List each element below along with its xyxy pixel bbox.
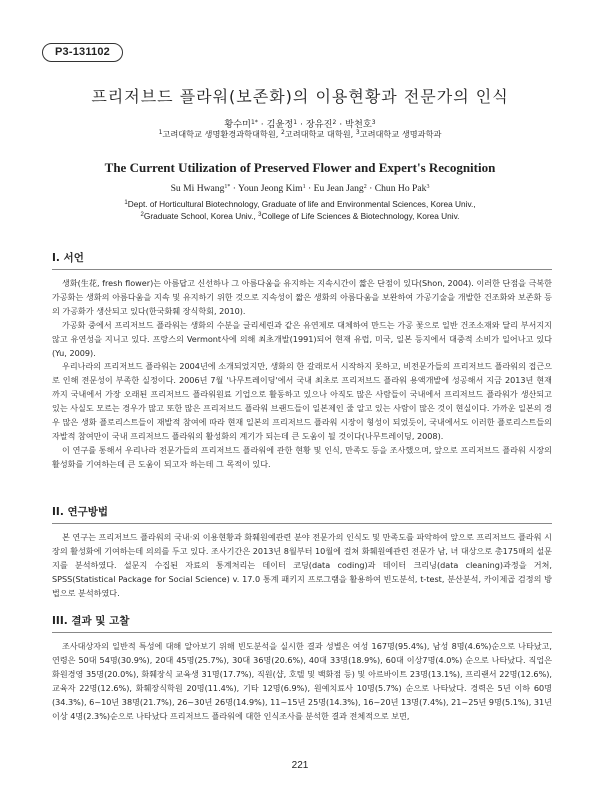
- affiliations-korean: [0, 129, 600, 140]
- affiliation-line: [0, 198, 600, 210]
- affiliations-english: [0, 198, 600, 222]
- session-code-badge: P3-131102: [42, 43, 123, 62]
- affiliation-line: [0, 210, 600, 222]
- title-korean: 프리저브드 플라워(보존화)의 이용현황과 전문가의 인식: [91, 87, 509, 106]
- author-superscript: 2: [332, 119, 337, 126]
- section-results: [52, 613, 552, 723]
- affiliation-text: 고려대학교 대학원,: [284, 129, 356, 139]
- affiliation-text: Dept. of Horticultural Biotechnology, Graduate of life and Environmental Sciences, Korea Univ.,: [127, 199, 476, 209]
- section-heading: III. 결과 및 고찰: [52, 613, 552, 633]
- authors-korean: [0, 116, 600, 130]
- section-methods: [52, 504, 552, 601]
- affiliation-text: College of Life Sciences & Biotechnology, Korea Univ.: [261, 211, 460, 221]
- author-superscript: 3: [426, 184, 430, 190]
- author-separator: ·: [305, 183, 314, 194]
- affiliation-superscript: 1: [124, 200, 128, 206]
- author-name: Youn Jeong Kim: [238, 183, 303, 194]
- affiliation-superscript: 3: [258, 212, 262, 218]
- author-superscript: 1: [293, 119, 298, 126]
- author-name: 김윤정: [266, 119, 294, 130]
- section-heading: II. 연구방법: [52, 504, 552, 524]
- author-name: 장유진: [305, 119, 333, 130]
- author-name: Su Mi Hwang: [170, 183, 225, 194]
- author-separator: ·: [297, 119, 306, 130]
- paragraph: 생화(生花, fresh flower)는 아름답고 신선하나 그 아름다움을 유지하는 지속시간이 짧은 단점이 있다(Shon, 2004). 이러한 단점을 극복한 가공화는 생화의 아름다움을 지속 및 유지하기 위한 것으로 지속성이 짧은 생화의 아름다움을 보완하여 가공기술을 개발한 건조화와 보존화 등의 가공화가 생산되고 있다(한국화훼 장식학회, 2010).: [52, 278, 552, 316]
- section-introduction: [52, 250, 552, 472]
- paragraph: 조사대상자의 일반적 특성에 대해 알아보기 위해 빈도분석을 실시한 결과 성별은 여성 167명(95.4%), 남성 8명(4.6%)순으로 나타났고, 연령은 50대 54명(30.9%), 20대 45명(25.7%), 30대 36명(20.6%), 40대 33명(18.9%), 60대 이상7명(4.0%) 순으로 나타났다. 직업은 화원경영 35명(20.0%), 화훼장식 교육생 31명(17.7%), 직원(샵, 호텔 및 백화점 등) 및 아르바이트 23명(13.1%), 프리랜서 22명(12.6%), 교육자 22명(12.6%), 화훼장식학원 20명(11.4%), 기타 12명(6.9%), 원예치료사 10명(5.7%) 순으로 나타났다. 경력은 5년 이하 60명(34.3%), 6~10년 38명(21.7%), 26~30년 26명(14.9%), 11~15년 25명(14.3%), 16~20년 13명(7.4%), 21~25년 9명(5.1%), 31년 이상 4명(2.3%)순으로 나타났다 프리저브드 플라워에 대한 인식조사를 분석한 결과 전체적으로 보면,: [52, 641, 552, 721]
- title-english: The Current Utilization of Preserved Flower and Expert's Recognition: [104, 160, 496, 175]
- author-superscript: 1: [302, 184, 306, 190]
- paragraph: 이 연구를 통해서 우리나라 전문가들의 프리저브드 플라워에 관한 현황 및 인식, 만족도 등을 조사했으며, 앞으로 프리저브드 플라워 시장의 활성화를 기여하는데 큰 도움이 되고자 하는데 그 목적이 있다.: [52, 444, 552, 469]
- author-separator: ·: [257, 119, 267, 130]
- author-separator: ·: [366, 183, 375, 194]
- author-name: 박천호: [345, 119, 372, 130]
- author-separator: ·: [336, 119, 346, 130]
- author-superscript: 3: [371, 119, 376, 126]
- paragraph: 가공화 중에서 프리저브드 플라워는 생화의 수분을 글리세린과 같은 유연제로 대체하여 만드는 가공 꽃으로 일반 건조소재와 달리 부서지지 않고 유연성을 지니고 있다. 프랑스의 Vermont사에 의해 최초개발(1991)되어 현재 유럽, 미국, 일본 등지에서 대중적 소비가 일어나고 있다(Yu, 2009).: [52, 319, 552, 358]
- author-superscript: 1*: [251, 119, 258, 126]
- author-name: 황수미: [224, 119, 252, 130]
- author-name: Eu Jean Jang: [313, 183, 364, 194]
- paragraph: 우리나라의 프리저브드 플라워는 2004년에 소개되었지만, 생화의 한 갈래로서 시작하지 못하고, 비전문가들의 프리저브드 플라워의 접근으로 인해 전문성이 부족한 실정이다. 2006년 7월 '나무트레이딩'에서 국내 최초로 프리저브드 플라워 용액개발에 성공해서 지금 2013년 현재까지 국내에서 가장 오래된 프리저브드 플라워원료 기업으로 활동하고 있으나 아직도 많은 사람들이 국내에서 프리저브드 플라워가 생산되고 있는 사실도 모르는 경우가 많고 또한 많은 프리저브드 플라워 브랜드들이 일본제인 줄 알고 있는 사람이 많은 것이 현실이다. 가까운 일본의 경우 많은 생화 플로리스트들이 재발적 참여에 따라 현재 일본의 프리저브드 플라워 시장이 형성이 되었듯이, 국내에서도 이러한 플로리스트들의 자발적 참여만이 국내 프리저브드 플라워의 활성화의 계기가 되는데 큰 도움이 될 것이다(나무트레이딩, 2008).: [52, 361, 552, 441]
- affiliation-superscript: 1: [158, 129, 163, 136]
- affiliation-superscript: 2: [140, 212, 144, 218]
- paragraph: 본 연구는 프리저브드 플라워의 국내·외 이용현황과 화훼원예관련 분야 전문가의 인식도 및 만족도를 파악하여 앞으로 프리저브드 플라워 시장의 활성화에 기여하는데 의의를 두고 있다. 조사기간은 2013년 8월부터 10월에 걸쳐 화훼원예관련 전문가 남, 녀 대상으로 총175매의 설문지를 분석하였다. 설문지 수집된 자료의 통계처리는 데이터 코딩(data coding)과 데이터 크리닝(data cleaning)과정을 거쳐, SPSS(Statistical Package for Social Science) v. 17.0 통계 패키지 프로그램을 활용하여 빈도분석, t-test, 분산분석, 카이제곱 검정의 방법으로 분석하였다.: [52, 532, 552, 598]
- author-superscript: 1*: [224, 184, 231, 190]
- page-number: 221: [291, 760, 309, 771]
- section-heading: I. 서언: [52, 250, 552, 270]
- author-superscript: 2: [363, 184, 367, 190]
- author-separator: ·: [230, 183, 239, 194]
- affiliation-text: 고려대학교 생명환경과학대학원,: [162, 129, 281, 139]
- affiliation-superscript: 2: [280, 129, 285, 136]
- affiliation-superscript: 3: [355, 129, 360, 136]
- affiliation-text: Graduate School, Korea Univ.,: [143, 211, 259, 221]
- affiliation-text: 고려대학교 생명과학과: [359, 129, 442, 139]
- author-name: Chun Ho Pak: [374, 183, 427, 194]
- authors-english: [0, 183, 600, 194]
